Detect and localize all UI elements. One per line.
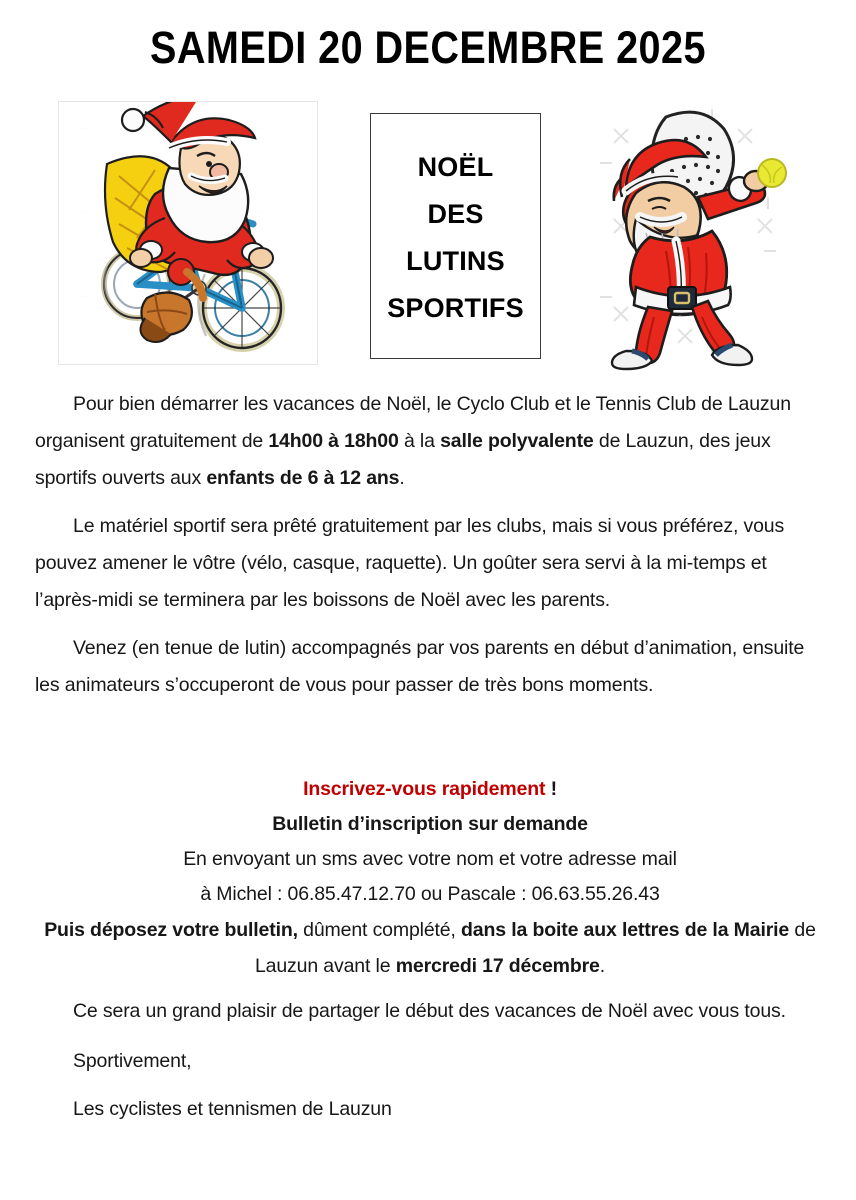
svg-text:· ·: · · [83,210,88,216]
cta-l5-bold-3: mercredi 17 décembre [395,955,600,977]
closing-signature: Les cyclistes et tennismen de Lauzun [73,1098,392,1120]
cta-dropoff-instruction [35,912,825,984]
p1-bold-hours: 14h00 à 18h00 [268,430,399,452]
paragraph-arrival: Venez (en tenue de lutin) accompagnés par vos parents en début d’animation, ensuite les animateurs s’occuperont de vous pour passer de très bons moments. [35,637,805,696]
cta-l5-seg-2: de Lauzun avant le [254,919,816,977]
cta-contact-phones: à Michel : 06.85.47.12.70 ou Pascale : 06.63.55.26.43 [200,883,660,905]
santa-with-padel-racket-illustration [592,101,796,373]
closing-copy [35,993,825,1141]
header-illustration-row [0,95,856,375]
p1-bold-ages: enfants de 6 à 12 ans [206,467,400,489]
cta-l5-seg-3: . [599,955,606,977]
cta-register-heading [35,772,825,807]
poster-line-4: SPORTIFS [387,293,524,323]
closing-paragraph: Ce sera un grand plaisir de partager le début des vacances de Noël avec vous tous. [73,1000,786,1022]
svg-text:· ·: · · [83,126,88,132]
p1-seg4: . [399,467,405,489]
poster-line-1: NOËL [417,152,494,182]
paragraph-intro [35,386,823,497]
svg-text:· ·: · · [255,210,260,216]
santa-bike-icon [59,102,317,364]
svg-text:· ·: · · [255,126,260,132]
poster-line-3: LUTINS [406,246,505,276]
cta-register-exclamation: ! [545,778,557,800]
cta-sms-instruction: En envoyant un sms avec votre nom et votre adresse mail [183,848,677,870]
p1-seg2: à la [398,430,441,452]
body-copy [35,386,823,716]
cta-register-red: Inscrivez-vous rapidement [303,778,546,800]
cta-l5-bold-2: dans la boite aux lettres de la Mairie [461,919,790,941]
cta-l5-bold-1: Puis déposez votre bulletin, [44,919,298,941]
poster-line-2: DES [427,199,484,229]
svg-text:· ·: · · [83,294,88,300]
cta-bulletin-heading: Bulletin d’inscription sur demande [272,813,588,835]
page-title: SAMEDI 20 DECEMBRE 2025 [150,22,706,73]
closing-signoff: Sportivement, [73,1050,192,1072]
poster-title-box [370,113,541,359]
cta-l5-seg-1: dûment complété, [297,919,462,941]
santa-on-bicycle-illustration [58,101,318,365]
p1-seg1: Pour bien démarrer les vacances de Noël, le Cyclo Club et le Tennis Club de Lauzun organisent gratuitement de [35,393,791,452]
registration-call-to-action [35,772,825,984]
santa-padel-icon [592,101,796,373]
p1-seg3: de Lauzun, des jeux sportifs ouverts aux [35,430,771,489]
p1-bold-venue: salle polyvalente [440,430,594,452]
paragraph-equipment: Le matériel sportif sera prêté gratuitement par les clubs, mais si vous préférez, vous pouvez amener le vôtre (vélo, casque, raquette). Un goûter sera servi à la mi-temps et l’après-midi se terminera par les boissons de Noël avec les parents. [35,515,785,611]
